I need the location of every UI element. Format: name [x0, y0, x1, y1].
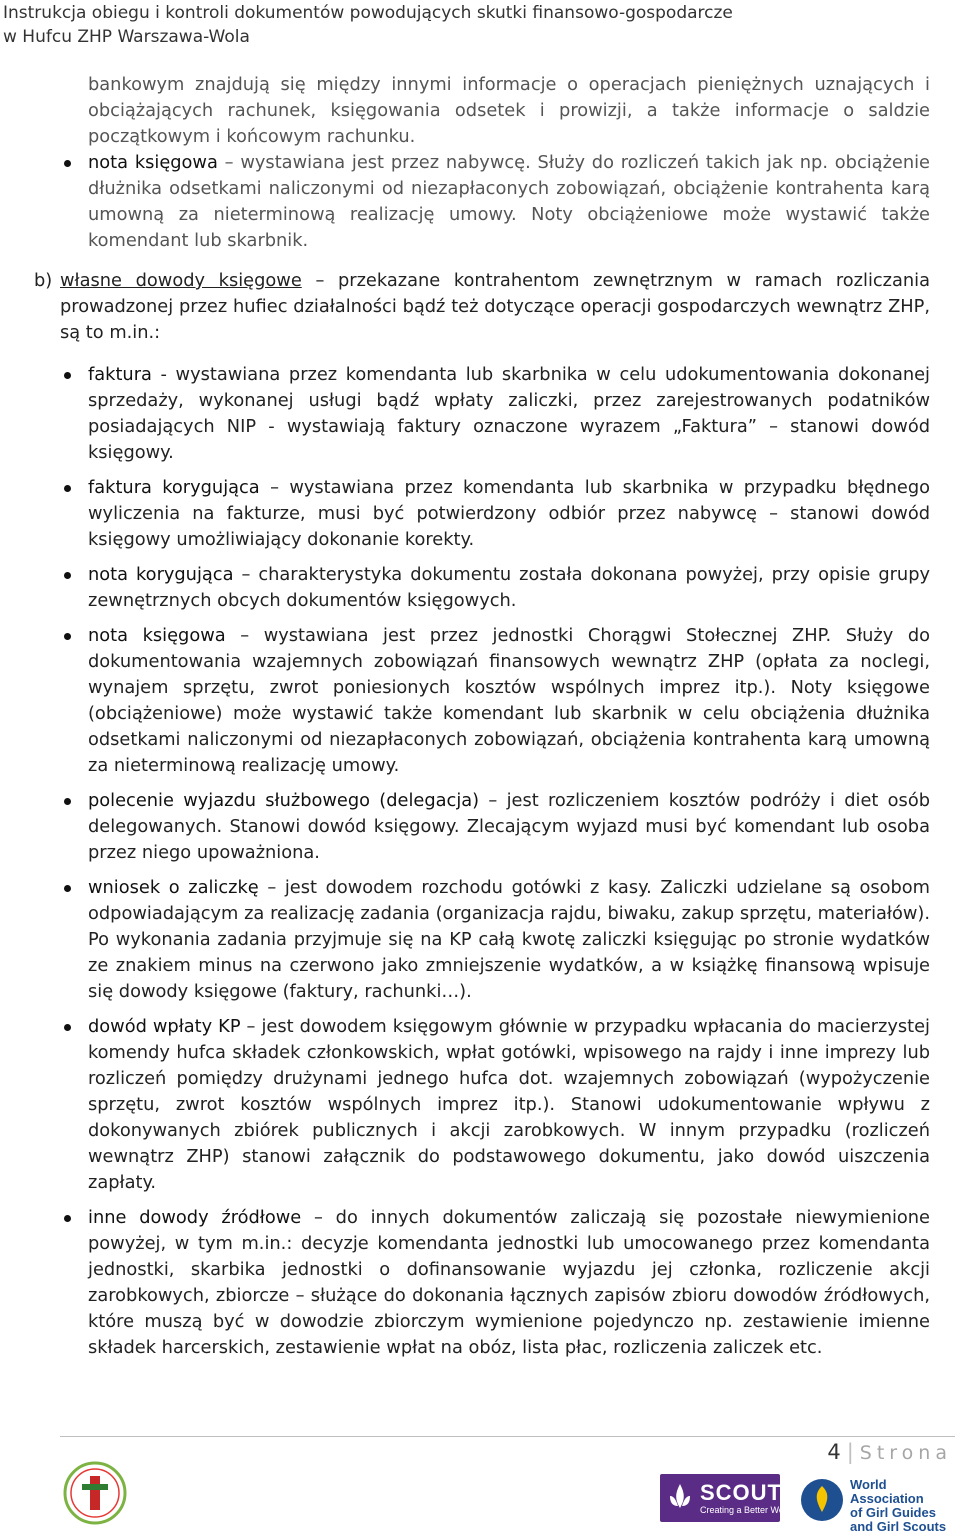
wagggs-line1: World Association [850, 1477, 924, 1506]
footer-divider [60, 1436, 955, 1437]
item-text: – wystawiana przez komendanta lub skarbnika w przypadku błędnego wyliczenia na fakturze, musi być potwierdzony odbiór przez nabywcę – stanowi dowód księgowy umożliwiający dokonanie korekty. [88, 477, 931, 550]
item-text: – do innych dokumentów zaliczają się pozostałe niewymienione powyżej, w tym m.in.: decyzje komendanta jednostki lub umocowanego przez komendanta jednostki, skarbika jednostki o dofinansowanie wyjazdu jej członka, rozliczenie akcji zarobkowych, zbiorcze – służące do dokonania łącznych zapisów zbioru dowodów źródłowych, które muszą być w dowodzie zbiorczym wymienione pojedynczo np. zestawienie imienne składek harcerskich, zestawienie wpłat na obóz, lista płac, rozliczenia zaliczek etc. [88, 1207, 930, 1358]
item-term: faktura [88, 364, 152, 385]
wagggs-line3: and Girl Scouts [850, 1519, 947, 1534]
section-b [34, 268, 930, 346]
item-text: – jest rozliczeniem kosztów podróży i diet osób delegowanych. Stanowi dowód księgowy. Zlecającym wyjazd musi być komendant lub osoba przez niego upoważniona. [88, 790, 930, 863]
intro-text: bankowym znajdują się między innymi informacje o operacjach pieniężnych uznających i obciążających rachunek, księgowania odsetek i prowizji, a także informacje o saldzie początkowym i końcowym rachunku. [88, 74, 930, 147]
page-header [0, 0, 960, 50]
item-term: nota księgowa [88, 152, 218, 173]
scouts-logo-text: SCOUTS [700, 1480, 798, 1505]
scouts-tagline: Creating a Better World [700, 1505, 794, 1515]
bullet-icon [64, 485, 71, 492]
list-item [60, 475, 930, 553]
list-item [60, 362, 930, 466]
item-term: polecenie wyjazdu służbowego (delegacja) [88, 790, 480, 811]
page-label: Strona [859, 1442, 952, 1464]
item-text: – wystawiana jest przez jednostki Chorągwi Stołecznej ZHP. Służy do dokumentowania wzajemnych zobowiązań finansowych wewnątrz ZHP (opłata za noclegi, wynajem sprzętu, zwrot poniesionych kosztów wspólnych imprez itp.). Noty księgowe (obciążeniowe) może wystawić także komendant lub skarbnik w celu obciążenia dłużnika odsetkami naliczonymi od niezapłaconych zobowiązań, obciążenia kontrahenta karą umowną za nieterminową realizację umowy. [88, 625, 930, 776]
bullet-icon [64, 798, 71, 805]
item-text: – charakterystyka dokumentu została dokonana powyżej, przy opisie grupy zewnętrznych obcych dokumentów księgowych. [88, 564, 931, 611]
item-term: inne dowody źródłowe [88, 1207, 302, 1228]
page-number [827, 1440, 952, 1464]
header-title-line1: Instrukcja obiegu i kontroli dokumentów powodujących skutki finansowo-gospodarcze [3, 3, 733, 23]
document-body [34, 72, 931, 1370]
item-term: nota księgowa [88, 625, 226, 646]
page-separator: | [846, 1440, 854, 1464]
list-item [60, 788, 930, 866]
item-text: – jest dowodem rozchodu gotówki z kasy. Zaliczki udzielane są osobom odpowiadającym za realizację zadania (organizacja rajdu, biwaku, zakup sprzętu, materiałów). Po wykonania zadania przyjmuje się na KP całą kwotę zaliczki księgując po stronie wydatków ze znakiem minus na czerwono jako zmniejszenie wydatków, a w książkę finansową wpisuje się dowody księgowe (faktury, rachunki…). [88, 877, 930, 1002]
section-b-label: b) [34, 270, 53, 291]
list-item [60, 562, 930, 614]
zhp-hufiec-logo-icon [60, 1460, 130, 1526]
fleur-de-lis-icon [666, 1482, 694, 1514]
list-item [60, 1014, 930, 1196]
document-list [60, 362, 930, 1361]
item-term: nota korygująca [88, 564, 234, 585]
item-text: – wystawiana jest przez nabywcę. Służy do rozliczeń takich jak np. obciążenie dłużnika odsetkami naliczonymi od niezapłaconych zobowiązań, obciążenie kontrahenta karą umowną za nieterminową realizację umowy. Noty obciążeniowe może wystawić także komendant lub skarbnik. [88, 152, 930, 251]
item-term: wniosek o zaliczkę [88, 877, 259, 898]
list-item [60, 875, 930, 1005]
wagggs-line2: of Girl Guides [850, 1505, 936, 1520]
intro-paragraph [60, 72, 930, 150]
bullet-icon [64, 572, 71, 579]
bullet-icon [64, 372, 71, 379]
page-number-value: 4 [827, 1440, 841, 1464]
bullet-icon [64, 633, 71, 640]
item-term: dowód wpłaty KP [88, 1016, 241, 1037]
bullet-icon [64, 160, 71, 167]
list-item [60, 1205, 930, 1361]
wagggs-name [850, 1478, 960, 1534]
section-b-text: – przekazane kontrahentom zewnętrznym w ramach rozliczania prowadzonej przez hufiec działalności bądź też dotyczące operacji gospodarczych wewnątrz ZHP, są to m.in.: [60, 270, 930, 343]
item-text: - wystawiana przez komendanta lub skarbnika w celu udokumentowania dokonanej sprzedaży, wykonanej usługi bądź wpłaty zaliczki, przez zarejestrowanych podatników posiadających NIP - wystawiają faktury oznaczone wyrazem „Faktura” – stanowi dowód księgowy. [88, 364, 930, 463]
item-text: – jest dowodem księgowym głównie w przypadku wpłacania do macierzystej komendy hufca składek członkowskich, wpłat gotówki, wpisowego na rajdy i inne imprezy lub rozliczeń pomiędzy drużynami jednego hufca dot. wzajemnych zobowiązań (wypożyczenie sprzętu, zwrot kosztów wspólnych imprez itp.). Stanowi udokumentowanie wpływu z dokonywanych zbiórek publicznych i akcji zarobkowych. W innym przypadku (rozliczeń wewnątrz ZHP) stanowi załącznik do podstawowego dokumentu, jako dowód uiszczenia zapłaty. [88, 1016, 930, 1193]
list-item-nota-a [60, 150, 930, 254]
item-term: faktura korygująca [88, 477, 260, 498]
section-b-term: własne dowody księgowe [60, 270, 302, 291]
bullet-icon [64, 1024, 71, 1031]
list-item [60, 623, 930, 779]
bullet-icon [64, 1215, 71, 1222]
bullet-icon [64, 885, 71, 892]
header-title-line2: w Hufcu ZHP Warszawa-Wola [3, 27, 250, 47]
wagggs-trefoil-icon [800, 1478, 844, 1522]
